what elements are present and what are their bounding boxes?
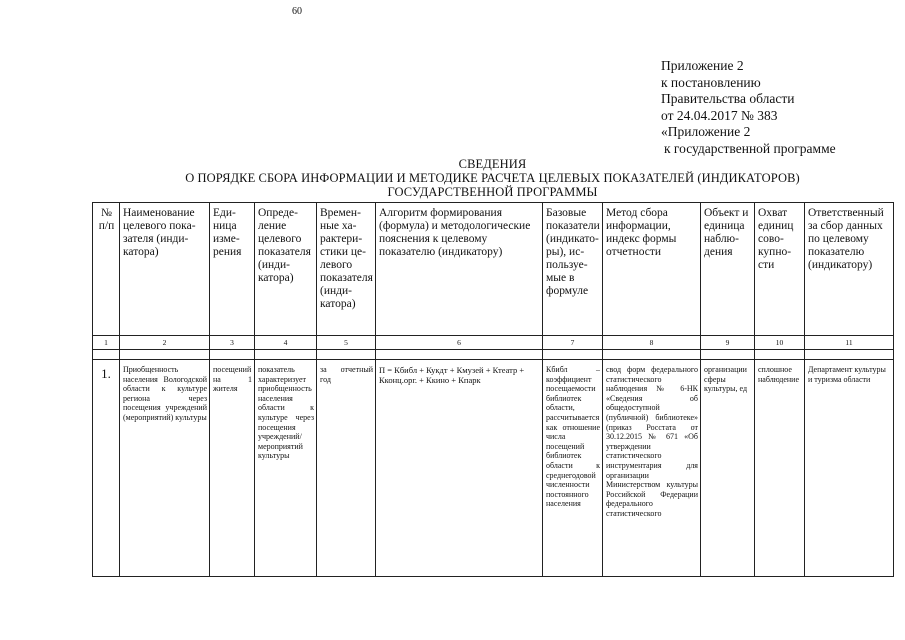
column-number: 2 — [120, 336, 210, 350]
column-number-row — [93, 336, 894, 350]
row-number: 1. — [93, 360, 120, 577]
column-number: 1 — [93, 336, 120, 350]
appendix-line: от 24.04.2017 № 383 — [661, 107, 778, 123]
column-number: 3 — [210, 336, 255, 350]
appendix-block — [661, 58, 836, 157]
document-title — [92, 157, 893, 200]
title-line: СВЕДЕНИЯ — [458, 157, 527, 171]
method-cell: свод форм федерального статистического наблюдения № 6-НК «Сведения об общедоступной (публичной) библиотеке» (приказ Росстата от 30.12.2015 № 671 «Об утверждении статистического инструментария для организации Министерством культуры Российской Федерации федерального статистического — [603, 360, 701, 577]
table-row — [93, 360, 894, 577]
base-indicators-cell: Кбибл – коэффициент посещаемости библиотек области, рассчитывается как отношение числа посещений библиотек области к среднегодовой численности постоянного населения — [543, 360, 603, 577]
column-number: 7 — [543, 336, 603, 350]
header-cell: Временные характеристики целевого показателя (индикатора) — [317, 203, 376, 336]
object-cell: организации сферы культуры, ед — [701, 360, 755, 577]
indicators-table — [92, 202, 894, 577]
header-cell: Базовые показатели (индикаторы), используемые в формуле — [543, 203, 603, 336]
header-cell: Охват единиц совокупности — [755, 203, 805, 336]
indicator-name-cell: Приобщенность населения Вологодской области к культуре региона через посещения учреждений (мероприятий) культуры — [120, 360, 210, 577]
column-number: 10 — [755, 336, 805, 350]
header-row — [93, 203, 894, 336]
appendix-line: «Приложение 2 — [661, 124, 751, 139]
unit-cell: посещений на 1 жителя — [210, 360, 255, 577]
coverage-cell: сплошное наблюдение — [755, 360, 805, 577]
header-cell: Ответственный за сбор данных по целевому показателю (индикатору) — [805, 203, 894, 336]
column-number: 8 — [603, 336, 701, 350]
header-cell: Объект и единица наблюдения — [701, 203, 755, 336]
header-cell: Метод сбора информации, индекс формы отчетности — [603, 203, 701, 336]
header-cell: № п/п — [93, 203, 120, 336]
appendix-line: к постановлению — [661, 74, 761, 90]
header-cell: Алгоритм формирования (формула) и методологические пояснения к целевому показателю (индикатору) — [376, 203, 543, 336]
column-number: 9 — [701, 336, 755, 350]
appendix-line: к государственной программе — [664, 140, 836, 156]
appendix-line: Приложение 2 — [661, 58, 744, 73]
column-number: 5 — [317, 336, 376, 350]
column-number: 11 — [805, 336, 894, 350]
responsible-cell: Департамент культуры и туризма области — [805, 360, 894, 577]
time-cell: за отчетный год — [317, 360, 376, 577]
column-number: 4 — [255, 336, 317, 350]
appendix-line: Правительства области — [661, 91, 795, 106]
title-line: ГОСУДАРСТВЕННОЙ ПРОГРАММЫ — [387, 185, 598, 199]
header-cell: Наименование целевого показателя (индикатора) — [120, 203, 210, 336]
header-cell: Единица измерения — [210, 203, 255, 336]
title-line: О ПОРЯДКЕ СБОРА ИНФОРМАЦИИ И МЕТОДИКЕ РАСЧЕТА ЦЕЛЕВЫХ ПОКАЗАТЕЛЕЙ (ИНДИКАТОРОВ) — [185, 171, 800, 185]
header-cell: Определение целевого показателя (индикатора) — [255, 203, 317, 336]
formula-cell: П = Кбибл + Кукдт + Кмузей + Ктеатр + Кконц.орг. + Ккино + Кпарк — [376, 360, 543, 577]
spacer-row — [93, 350, 894, 360]
page-number: 60 — [292, 6, 302, 17]
definition-cell: показатель характеризует приобщенность населения области к культуре через посещения учреждений/мероприятий культуры — [255, 360, 317, 577]
column-number: 6 — [376, 336, 543, 350]
